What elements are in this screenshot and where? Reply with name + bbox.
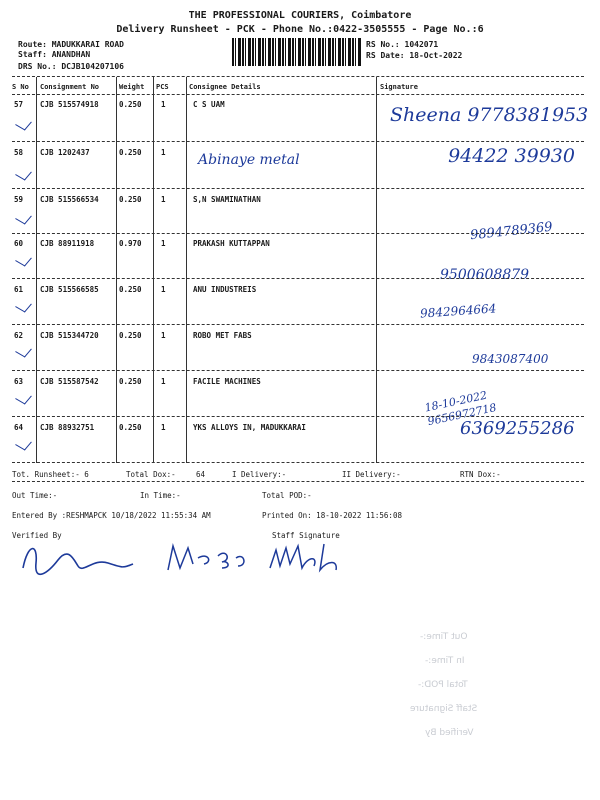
check-mark-icon [15, 436, 32, 450]
ii-delivery: II Delivery:- [342, 470, 401, 479]
row-consignee: FACILE MACHINES [193, 377, 261, 386]
handwritten-signature: 9500608879 [440, 267, 530, 283]
row-rule [12, 233, 584, 234]
row-pcs: 1 [161, 285, 166, 294]
total-runsheet: Tot. Runsheet:- 6 [12, 470, 89, 479]
row-consignee: PRAKASH KUTTAPPAN [193, 239, 270, 248]
drs-number: DRS No.: DCJB104207106 [18, 62, 124, 71]
bleed-through-text: Staff Signature [410, 704, 478, 714]
bleed-through-text: In Time:- [425, 656, 465, 666]
total-dox-value: 64 [196, 470, 206, 479]
check-mark-icon [15, 390, 32, 404]
col-divider [116, 77, 117, 463]
route-label: Route: MADUKKARAI ROAD [18, 40, 124, 49]
rs-date: RS Date: 18-Oct-2022 [366, 51, 463, 60]
row-rule [12, 324, 584, 325]
row-consignment: CJB 515344720 [40, 331, 99, 340]
check-mark-icon [15, 252, 32, 266]
rtn-dox: RTN Dox:- [460, 470, 501, 479]
table-bottom-rule [12, 462, 584, 463]
barcode [232, 38, 362, 66]
row-weight: 0.250 [119, 148, 142, 157]
check-mark-icon [15, 116, 32, 130]
col-sno-header: S No [12, 83, 29, 91]
row-pcs: 1 [161, 423, 166, 432]
total-dox-label: Total Dox:- [126, 470, 176, 479]
check-mark-icon [15, 166, 32, 180]
printed-on: Printed On: 18-10-2022 11:56:08 [262, 511, 402, 520]
row-weight: 0.970 [119, 239, 142, 248]
check-mark-icon [15, 210, 32, 224]
row-rule [12, 188, 584, 189]
row-sno: 59 [14, 195, 24, 204]
row-weight: 0.250 [119, 285, 142, 294]
row-rule [12, 278, 584, 279]
row-sno: 58 [14, 148, 24, 157]
row-weight: 0.250 [119, 100, 142, 109]
row-consignment: CJB 88911918 [40, 239, 95, 248]
table-header-rule [12, 94, 584, 95]
staff-label: Staff: ANANDHAN [18, 50, 91, 59]
col-divider [186, 77, 187, 463]
handwritten-signature: 9894789369 [469, 219, 554, 244]
row-consignee: ROBO MET FABS [193, 331, 252, 340]
row-weight: 0.250 [119, 377, 142, 386]
col-weight-header: Weight [119, 83, 145, 91]
row-consignment: CJB 1202437 [40, 148, 90, 157]
runsheet-subtitle: Delivery Runsheet - PCK - Phone No.:0422-3505555 - Page No.:6 [116, 24, 484, 35]
col-divider [153, 77, 154, 463]
row-sno: 57 [14, 100, 24, 109]
entered-by: Entered By :RESHMAPCK 10/18/2022 11:55:34 AM [12, 511, 211, 520]
row-pcs: 1 [161, 195, 166, 204]
out-time: Out Time:- [12, 491, 58, 500]
bleed-through-text: Verified By [425, 728, 474, 738]
row-pcs: 1 [161, 377, 166, 386]
row-weight: 0.250 [119, 423, 142, 432]
col-divider [376, 77, 377, 463]
i-delivery: I Delivery:- [232, 470, 287, 479]
row-pcs: 1 [161, 100, 166, 109]
row-consignment: CJB 515566534 [40, 195, 99, 204]
row-pcs: 1 [161, 148, 166, 157]
verified-by-label: Verified By [12, 531, 62, 540]
row-sno: 64 [14, 423, 24, 432]
row-sno: 61 [14, 285, 24, 294]
row-consignment: CJB 515587542 [40, 377, 99, 386]
check-mark-icon [15, 298, 32, 312]
bleed-through-text: Total POD:- [418, 680, 468, 690]
row-weight: 0.250 [119, 331, 142, 340]
totals-rule [12, 481, 584, 482]
table-top-rule [12, 76, 584, 77]
row-rule [12, 141, 584, 142]
handwritten-signature: 94422 39930 [448, 145, 575, 167]
row-consignment: CJB 88932751 [40, 423, 95, 432]
row-consignee: ANU INDUSTREIS [193, 285, 257, 294]
staff-signature-label: Staff Signature [272, 531, 340, 540]
row-rule [12, 416, 584, 417]
col-pcs-header: PCS [156, 83, 169, 91]
row-consignee: YKS ALLOYS IN, MADUKKARAI [193, 423, 306, 432]
col-signature-header: Signature [380, 83, 418, 91]
handwritten-signature: 9842964664 [419, 301, 497, 321]
col-consignee-header: Consignee Details [189, 83, 261, 91]
row-consignee: S,N SWAMINATHAN [193, 195, 261, 204]
row-rule [12, 370, 584, 371]
in-time: In Time:- [140, 491, 181, 500]
handwritten-consignee: Abinaye metal [198, 152, 300, 168]
handwritten-signature: 18-10-2022 9656972718 [423, 388, 498, 429]
handwritten-signature: Sheena 9778381953 [390, 104, 589, 126]
company-title: THE PROFESSIONAL COURIERS, Coimbatore [188, 10, 412, 21]
row-pcs: 1 [161, 331, 166, 340]
row-weight: 0.250 [119, 195, 142, 204]
total-pod: Total POD:- [262, 491, 312, 500]
row-consignment: CJB 515574918 [40, 100, 99, 109]
handwritten-signature: 6369255286 [460, 418, 575, 439]
row-sno: 60 [14, 239, 24, 248]
check-mark-icon [15, 343, 32, 357]
col-consignment-header: Consignment No [40, 83, 100, 91]
handwritten-signature: 9843087400 [472, 352, 549, 366]
row-pcs: 1 [161, 239, 166, 248]
row-consignment: CJB 515566585 [40, 285, 99, 294]
row-sno: 63 [14, 377, 24, 386]
row-sno: 62 [14, 331, 24, 340]
signature-scribbles [18, 538, 358, 582]
col-divider [36, 77, 37, 463]
rs-number: RS No.: 1042071 [366, 40, 439, 49]
bleed-through-text: Out Time:- [420, 632, 468, 642]
row-consignee: C S UAM [193, 100, 225, 109]
